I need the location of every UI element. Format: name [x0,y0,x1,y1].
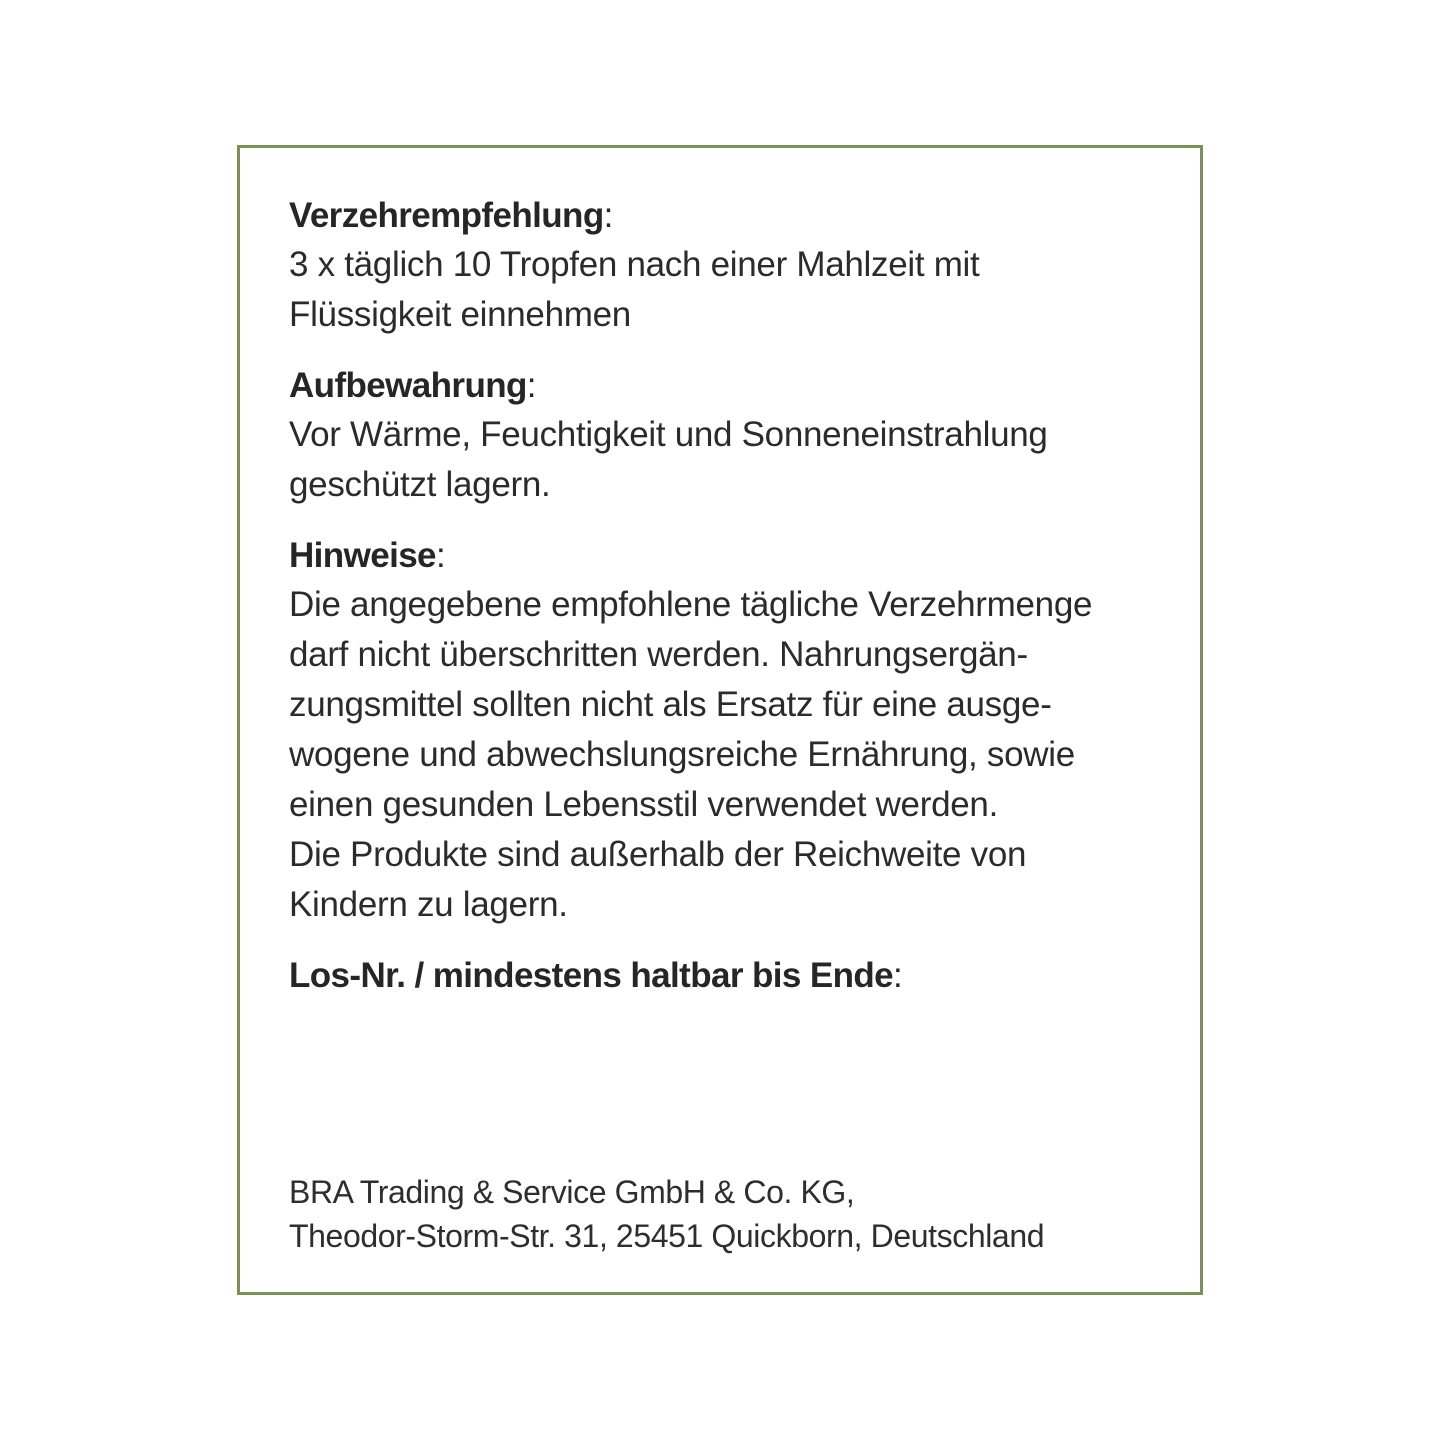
notes-line: Kindern zu lagern. [289,885,568,924]
heading-notes-colon: : [435,536,446,575]
section-notes [289,532,1169,930]
heading-consumption [289,192,1169,240]
label-content [289,192,1169,1022]
storage-line: geschützt lagern. [289,465,551,504]
notes-line: einen gesunden Lebensstil verwendet werden. [289,785,998,824]
company-address [289,1170,1169,1258]
section-consumption [289,192,1169,340]
heading-consumption-text: Verzehrempfehlung [289,196,604,235]
storage-line: Vor Wärme, Feuchtigkeit und Sonneneinstrahlung [289,415,1048,454]
heading-storage [289,362,1169,410]
section-lot [289,952,1169,1000]
address-line-street: Theodor-Storm-Str. 31, 25451 Quickborn, Deutschland [289,1218,1045,1254]
notes-line: wogene und abwechslungsreiche Ernährung, sowie [289,735,1075,774]
heading-lot [289,952,1169,1000]
notes-line: Die angegebene empfohlene tägliche Verzehrmenge [289,585,1093,624]
address-line-company: BRA Trading & Service GmbH & Co. KG, [289,1174,855,1210]
notes-line: Die Produkte sind außerhalb der Reichweite von [289,835,1027,874]
label-box [237,145,1203,1295]
heading-lot-text: Los-Nr. / mindestens haltbar bis Ende [289,956,894,995]
notes-line: darf nicht überschritten werden. Nahrungsergän- [289,635,1028,674]
heading-storage-colon: : [526,366,536,405]
notes-line: zungsmittel sollten nicht als Ersatz für eine ausge- [289,685,1052,724]
heading-consumption-colon: : [603,196,613,235]
consumption-line: Flüssigkeit einnehmen [289,295,631,334]
consumption-line: 3 x täglich 10 Tropfen nach einer Mahlzeit mit [289,245,980,284]
heading-storage-text: Aufbewahrung [289,366,527,405]
heading-lot-colon: : [893,956,903,995]
heading-notes [289,532,1169,580]
heading-notes-text: Hinweise [289,536,436,575]
section-storage [289,362,1169,510]
